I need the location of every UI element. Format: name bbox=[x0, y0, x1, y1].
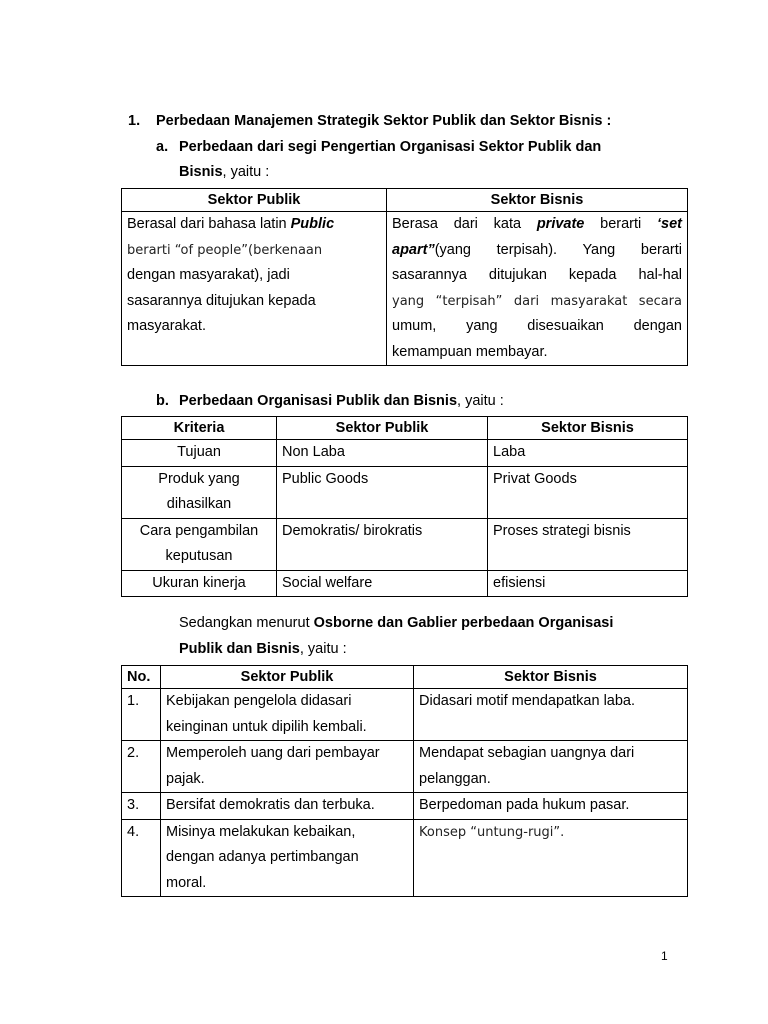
public-definition-cell bbox=[122, 212, 387, 366]
public-cell: Demokratis/ birokratis bbox=[277, 518, 488, 570]
text: yang “terpisah” dari masyarakat secara bbox=[392, 293, 682, 309]
subsection-b-title bbox=[179, 393, 504, 409]
text: Tujuan bbox=[177, 444, 221, 460]
criteria-cell bbox=[122, 466, 277, 518]
subsection-b-bold: Perbedaan Organisasi Publik dan Bisnis bbox=[179, 393, 458, 409]
column-header: Sektor Publik bbox=[277, 417, 488, 440]
section-number: 1. bbox=[128, 113, 141, 129]
subsection-b-letter: b. bbox=[156, 393, 169, 409]
emphasis: ‘set bbox=[657, 216, 682, 232]
criteria-cell bbox=[122, 518, 277, 570]
table-row bbox=[122, 518, 688, 570]
text: Mendapat sebagian uangnya dari bbox=[419, 745, 635, 761]
organization-table bbox=[121, 416, 688, 597]
intro-osborne-line1 bbox=[179, 615, 613, 631]
public-cell: Public Goods bbox=[277, 466, 488, 518]
table-row bbox=[122, 689, 688, 741]
text: Berpedoman pada hukum pasar. bbox=[419, 797, 630, 813]
text: Cara pengambilan bbox=[139, 522, 259, 539]
column-header: No. bbox=[122, 666, 161, 689]
column-header: Sektor Publik bbox=[161, 666, 414, 689]
subsection-b-tail: , yaitu : bbox=[457, 393, 504, 409]
table-header-row bbox=[122, 189, 688, 212]
business-cell bbox=[414, 819, 688, 897]
business-cell: Laba bbox=[488, 440, 688, 467]
public-cell bbox=[161, 741, 414, 793]
table-row bbox=[122, 440, 688, 467]
text: Berasal dari bahasa latin bbox=[127, 216, 291, 232]
number-cell: 2. bbox=[122, 741, 161, 793]
text: sasarannya ditujukan kepada bbox=[127, 292, 316, 309]
text: pajak. bbox=[166, 770, 205, 787]
table-row bbox=[122, 466, 688, 518]
text: (yang terpisah). Yang berarti bbox=[434, 241, 682, 258]
criteria-cell bbox=[122, 440, 277, 467]
table-row bbox=[122, 741, 688, 793]
table-row bbox=[122, 793, 688, 820]
text: Didasari motif mendapatkan laba. bbox=[419, 693, 636, 709]
osborne-table bbox=[121, 665, 688, 897]
emphasis: Public bbox=[290, 216, 335, 232]
text: umum, yang disesuaikan dengan bbox=[392, 318, 682, 334]
text: , yaitu : bbox=[299, 641, 347, 657]
text: Misinya melakukan kebaikan, bbox=[166, 823, 356, 840]
text: kemampuan membayar. bbox=[392, 343, 548, 360]
number-cell: 3. bbox=[122, 793, 161, 820]
business-cell bbox=[414, 689, 688, 741]
intro-osborne-line2 bbox=[179, 641, 347, 657]
text: keinginan untuk dipilih kembali. bbox=[166, 718, 367, 735]
column-header: Kriteria bbox=[122, 417, 277, 440]
text: moral. bbox=[166, 874, 207, 891]
definition-table bbox=[121, 188, 688, 366]
table-header-row bbox=[122, 417, 688, 440]
text: keputusan bbox=[165, 548, 233, 564]
text: pelanggan. bbox=[419, 770, 491, 787]
text: berarti bbox=[584, 216, 657, 232]
criteria-cell bbox=[122, 570, 277, 597]
column-header: Sektor Bisnis bbox=[488, 417, 688, 440]
text: dengan masyarakat), jadi bbox=[127, 267, 290, 283]
text: Produk yang bbox=[158, 470, 240, 487]
column-header: Sektor Bisnis bbox=[414, 666, 688, 689]
subsection-a-bold: Bisnis bbox=[179, 164, 223, 180]
text: sasarannya ditujukan kepada hal-hal bbox=[392, 267, 682, 283]
text: Sedangkan menurut bbox=[179, 615, 314, 631]
text: berarti “of people”(berkenaan bbox=[127, 242, 323, 258]
table-row bbox=[122, 212, 688, 366]
business-cell: efisiensi bbox=[488, 570, 688, 597]
emphasis: private bbox=[536, 216, 585, 232]
subsection-a-letter: a. bbox=[156, 139, 169, 155]
public-cell: Social welfare bbox=[277, 570, 488, 597]
column-header: Sektor Bisnis bbox=[387, 189, 688, 212]
table-row bbox=[122, 570, 688, 597]
table-row bbox=[122, 819, 688, 897]
public-cell bbox=[161, 689, 414, 741]
subsection-a-title-line2 bbox=[179, 164, 269, 180]
column-header: Sektor Publik bbox=[122, 189, 387, 212]
public-cell bbox=[161, 819, 414, 897]
text: Kebijakan pengelola didasari bbox=[166, 693, 352, 709]
page-number: 1 bbox=[661, 949, 668, 963]
business-cell bbox=[414, 793, 688, 820]
business-cell: Proses strategi bisnis bbox=[488, 518, 688, 570]
number-cell: 1. bbox=[122, 689, 161, 741]
public-cell: Non Laba bbox=[277, 440, 488, 467]
public-cell bbox=[161, 793, 414, 820]
text: masyarakat. bbox=[127, 318, 206, 334]
business-definition-cell bbox=[387, 212, 688, 366]
text: dihasilkan bbox=[166, 496, 232, 512]
number-cell: 4. bbox=[122, 819, 161, 897]
text: Memperoleh uang dari pembayar bbox=[166, 745, 380, 761]
business-cell: Privat Goods bbox=[488, 466, 688, 518]
business-cell bbox=[414, 741, 688, 793]
subsection-a-tail: , yaitu : bbox=[222, 164, 270, 180]
text: Konsep “untung-rugi”. bbox=[419, 824, 565, 840]
emphasis: Osborne dan Gablier perbedaan Organisasi bbox=[313, 615, 614, 631]
text: Bersifat demokratis dan terbuka. bbox=[166, 797, 375, 813]
table-header-row bbox=[122, 666, 688, 689]
text: Ukuran kinerja bbox=[152, 574, 246, 591]
section-title: Perbedaan Manajemen Strategik Sektor Publik dan Sektor Bisnis : bbox=[156, 113, 612, 129]
emphasis: apart” bbox=[392, 241, 435, 258]
text: Berasa dari kata bbox=[392, 216, 537, 232]
emphasis: Publik dan Bisnis bbox=[179, 641, 300, 657]
text: dengan adanya pertimbangan bbox=[166, 849, 359, 865]
subsection-a-title-line1: Perbedaan dari segi Pengertian Organisasi Sektor Publik dan bbox=[179, 139, 602, 155]
